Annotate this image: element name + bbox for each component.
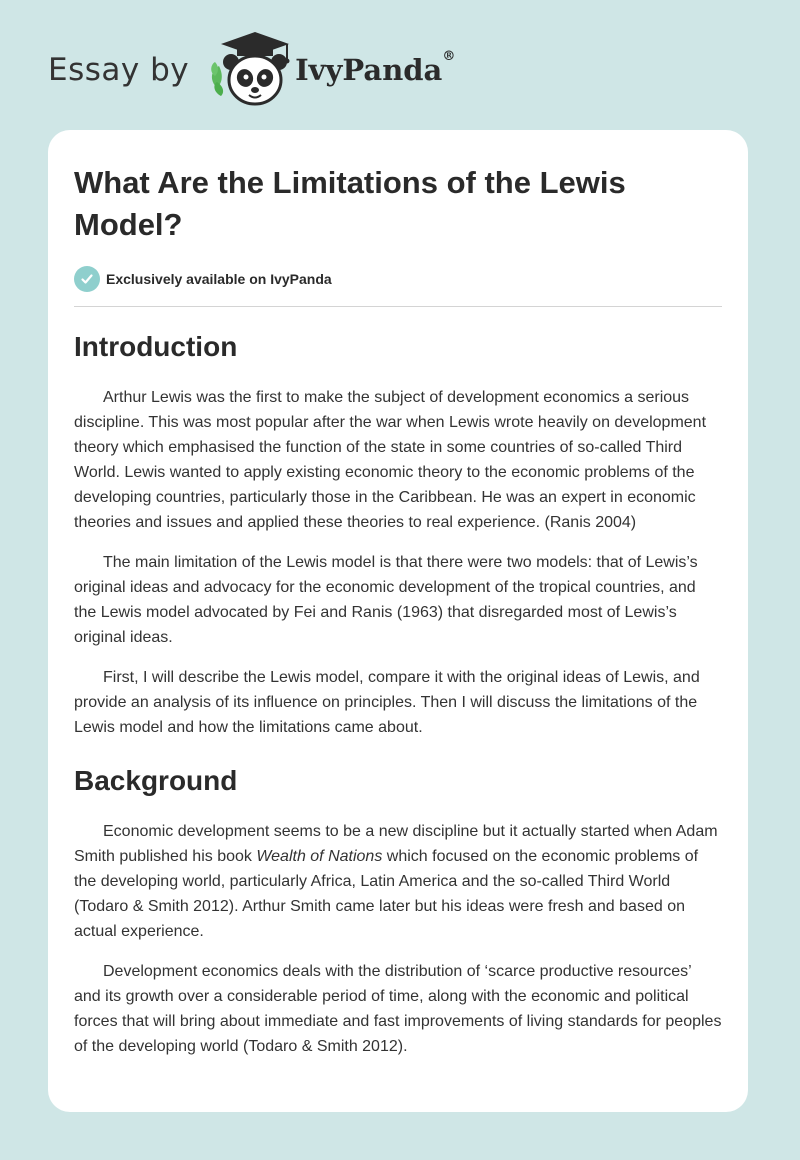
brand-name (295, 49, 456, 87)
paragraph-text: which focused on the economic problems of the developing world, particularly Africa, Latin America and the so-called Third World (Todaro & Smith 2012). Arthur Smith came later but his ideas were fresh and based on actual experience. (74, 848, 699, 940)
paragraph-text: Economic development seems to be a new discipline but it actually started when Adam Smith published his book (74, 823, 718, 865)
paragraph: Arthur Lewis was the first to make the subject of development economics a serious discipline. This was most popular after the war when Lewis wrote heavily on development theory which emphasised the function of the state in some countries of so-called Third World. Lewis wanted to apply existing economic theory to the economic problems of the developing countries, particularly those in the Caribbean. He was an expert in economic theories and issues and applied these theories to real experience. (Ranis 2004) (74, 389, 707, 531)
section-heading-introduction: Introduction (74, 331, 238, 362)
paragraph (74, 819, 722, 944)
paragraph: Development economics deals with the distribution of ‘scarce productive resources’ and its growth over a considerable period of time, along with the economic and political forces that will bring about immediate and fast improvements of living standards for peoples of the developing world (Todaro & Smith 2012). (74, 963, 722, 1055)
book-title: Wealth of Nations (256, 848, 383, 865)
section-heading-background: Background (74, 765, 238, 796)
exclusive-label: Exclusively available on IvyPanda (106, 271, 332, 287)
exclusive-badge (74, 266, 722, 292)
brand-prefix: Essay by (48, 52, 190, 88)
divider (74, 306, 722, 307)
registered-mark: ® (442, 49, 456, 64)
check-circle-icon (74, 266, 100, 292)
panda-logo-icon (203, 30, 293, 110)
essay-title: What Are the Limitations of the Lewis Model? (74, 165, 626, 242)
essay-card (48, 130, 748, 1112)
brand-name-text: IvyPanda (295, 53, 443, 87)
brand-header (48, 30, 455, 110)
paragraph: First, I will describe the Lewis model, compare it with the original ideas of Lewis, and provide an analysis of its influence on principles. Then I will discuss the limitations of the Lewis model and how the limitations came about. (74, 669, 700, 736)
paragraph: The main limitation of the Lewis model is that there were two models: that of Lewis’s original ideas and advocacy for the economic development of the tropical countries, and the Lewis model advocated by Fei and Ranis (1963) that disregarded most of Lewis’s original ideas. (74, 554, 698, 646)
